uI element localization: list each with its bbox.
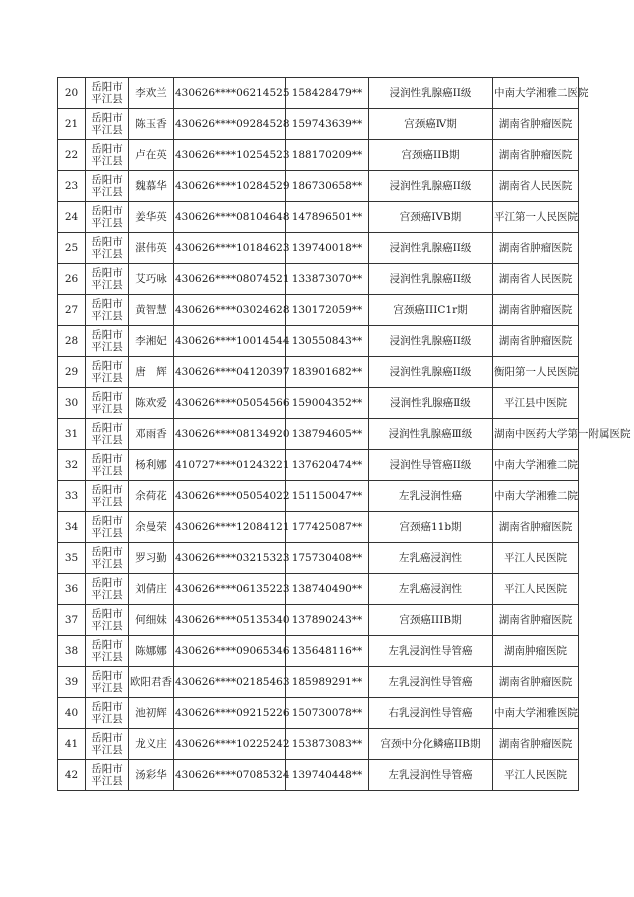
area-line: 岳阳市 bbox=[91, 763, 123, 775]
name-cell: 唐 辉 bbox=[129, 357, 174, 388]
phone-cell: 130550843** bbox=[286, 326, 369, 357]
diagnosis-cell: 浸润性乳腺癌II级 bbox=[369, 357, 493, 388]
id-number-cell: 430626****03024628 bbox=[174, 295, 286, 326]
name-cell: 陈欢爱 bbox=[129, 388, 174, 419]
diagnosis-cell: 宫颈中分化鳞癌IIB期 bbox=[369, 729, 493, 760]
phone-cell: 137620474** bbox=[286, 450, 369, 481]
diagnosis-cell: 右乳浸润性导管癌 bbox=[369, 698, 493, 729]
name-cell: 刘倩庄 bbox=[129, 574, 174, 605]
phone-cell: 188170209** bbox=[286, 140, 369, 171]
area-cell bbox=[86, 760, 129, 791]
area-cell bbox=[86, 667, 129, 698]
roster-body bbox=[58, 78, 631, 791]
diagnosis-cell: 浸润性乳腺癌Ⅱ级 bbox=[369, 388, 493, 419]
name-cell: 何细妹 bbox=[129, 605, 174, 636]
row-number-cell: 41 bbox=[58, 729, 86, 760]
id-number-cell: 430626****10284529 bbox=[174, 171, 286, 202]
area-cell bbox=[86, 605, 129, 636]
name-cell: 欧阳君香 bbox=[129, 667, 174, 698]
area-cell bbox=[86, 264, 129, 295]
table-row bbox=[58, 667, 579, 698]
table-row bbox=[58, 264, 579, 295]
id-number-cell: 430626****10225242 bbox=[174, 729, 286, 760]
hospital-cell: 湖南省人民医院 bbox=[493, 264, 579, 295]
row-number-cell: 24 bbox=[58, 202, 86, 233]
area-cell bbox=[86, 233, 129, 264]
area-line: 平江县 bbox=[91, 589, 123, 601]
area-line: 岳阳市 bbox=[91, 205, 123, 217]
phone-cell: 150730078** bbox=[286, 698, 369, 729]
phone-cell: 133873070** bbox=[286, 264, 369, 295]
area-line: 岳阳市 bbox=[91, 329, 123, 341]
area-line: 岳阳市 bbox=[91, 267, 123, 279]
area-line: 岳阳市 bbox=[91, 484, 123, 496]
phone-cell: 186730658** bbox=[286, 171, 369, 202]
id-number-cell: 430626****07085324 bbox=[174, 760, 286, 791]
diagnosis-cell: 左乳癌浸润性 bbox=[369, 574, 493, 605]
area-line: 岳阳市 bbox=[91, 453, 123, 465]
area-line: 平江县 bbox=[91, 186, 123, 198]
name-cell: 汤彩华 bbox=[129, 760, 174, 791]
phone-cell: 139740448** bbox=[286, 760, 369, 791]
diagnosis-cell: 宫颈癌IIIC1r期 bbox=[369, 295, 493, 326]
area-line: 平江县 bbox=[91, 155, 123, 167]
row-number-cell: 33 bbox=[58, 481, 86, 512]
name-cell: 池初辉 bbox=[129, 698, 174, 729]
area-cell bbox=[86, 171, 129, 202]
area-line: 平江县 bbox=[91, 248, 123, 260]
name-cell: 陈玉香 bbox=[129, 109, 174, 140]
phone-cell: 151150047** bbox=[286, 481, 369, 512]
name-cell: 卢在英 bbox=[129, 140, 174, 171]
area-line: 岳阳市 bbox=[91, 112, 123, 124]
phone-cell: 137890243** bbox=[286, 605, 369, 636]
id-number-cell: 430626****09065346 bbox=[174, 636, 286, 667]
area-line: 平江县 bbox=[91, 93, 123, 105]
id-number-cell: 430626****03215323 bbox=[174, 543, 286, 574]
hospital-cell: 湖南省肿瘤医院 bbox=[493, 729, 579, 760]
area-cell bbox=[86, 419, 129, 450]
phone-cell: 183901682** bbox=[286, 357, 369, 388]
hospital-cell: 平江人民医院 bbox=[493, 760, 579, 791]
id-number-cell: 410727****01243221 bbox=[174, 450, 286, 481]
area-cell bbox=[86, 202, 129, 233]
id-number-cell: 430626****02185463 bbox=[174, 667, 286, 698]
table-row bbox=[58, 760, 579, 791]
id-number-cell: 430626****09215226 bbox=[174, 698, 286, 729]
id-number-cell: 430626****05054022 bbox=[174, 481, 286, 512]
diagnosis-cell: 浸润性乳腺癌II级 bbox=[369, 264, 493, 295]
diagnosis-cell: 浸润性乳腺癌II级 bbox=[369, 78, 493, 109]
area-cell bbox=[86, 574, 129, 605]
area-cell bbox=[86, 636, 129, 667]
id-number-cell: 430626****04120397 bbox=[174, 357, 286, 388]
hospital-cell: 湖南省肿瘤医院 bbox=[493, 140, 579, 171]
area-line: 平江县 bbox=[91, 124, 123, 136]
area-line: 平江县 bbox=[91, 682, 123, 694]
table-row bbox=[58, 171, 579, 202]
area-cell bbox=[86, 481, 129, 512]
hospital-cell: 湖南省肿瘤医院 bbox=[493, 605, 579, 636]
row-number-cell: 39 bbox=[58, 667, 86, 698]
phone-cell: 135648116** bbox=[286, 636, 369, 667]
hospital-cell: 平江第一人民医院 bbox=[493, 202, 579, 233]
table-row bbox=[58, 698, 579, 729]
area-cell bbox=[86, 295, 129, 326]
hospital-cell: 中南大学湘雅二医院 bbox=[493, 78, 579, 109]
table-row bbox=[58, 295, 579, 326]
hospital-cell: 中南大学湘雅二院 bbox=[493, 481, 579, 512]
row-number-cell: 29 bbox=[58, 357, 86, 388]
hospital-cell: 湖南省人民医院 bbox=[493, 171, 579, 202]
id-number-cell: 430626****08134920 bbox=[174, 419, 286, 450]
hospital-cell: 中南大学湘雅二院 bbox=[493, 450, 579, 481]
name-cell: 湛伟英 bbox=[129, 233, 174, 264]
name-cell: 杨利娜 bbox=[129, 450, 174, 481]
area-line: 岳阳市 bbox=[91, 546, 123, 558]
table-row bbox=[58, 140, 579, 171]
name-cell: 黄智慧 bbox=[129, 295, 174, 326]
row-number-cell: 35 bbox=[58, 543, 86, 574]
id-number-cell: 430626****08104648 bbox=[174, 202, 286, 233]
id-number-cell: 430626****09284528 bbox=[174, 109, 286, 140]
phone-cell: 159743639** bbox=[286, 109, 369, 140]
id-number-cell: 430626****12084121 bbox=[174, 512, 286, 543]
hospital-cell: 平江人民医院 bbox=[493, 574, 579, 605]
name-cell: 艾巧咏 bbox=[129, 264, 174, 295]
area-cell bbox=[86, 140, 129, 171]
area-line: 岳阳市 bbox=[91, 174, 123, 186]
area-line: 岳阳市 bbox=[91, 608, 123, 620]
area-line: 平江县 bbox=[91, 496, 123, 508]
phone-cell: 159004352** bbox=[286, 388, 369, 419]
table-row bbox=[58, 512, 579, 543]
area-line: 平江县 bbox=[91, 403, 123, 415]
phone-cell: 175730408** bbox=[286, 543, 369, 574]
diagnosis-cell: 浸润性乳腺癌II级 bbox=[369, 233, 493, 264]
row-number-cell: 34 bbox=[58, 512, 86, 543]
area-cell bbox=[86, 388, 129, 419]
table-row bbox=[58, 543, 579, 574]
diagnosis-cell: 浸润性乳腺癌Ⅲ级 bbox=[369, 419, 493, 450]
id-number-cell: 430626****08074521 bbox=[174, 264, 286, 295]
area-line: 平江县 bbox=[91, 744, 123, 756]
area-line: 岳阳市 bbox=[91, 360, 123, 372]
table-row bbox=[58, 574, 579, 605]
document-page bbox=[57, 77, 631, 791]
area-line: 岳阳市 bbox=[91, 81, 123, 93]
row-number-cell: 40 bbox=[58, 698, 86, 729]
area-line: 岳阳市 bbox=[91, 515, 123, 527]
hospital-cell: 中南大学湘雅医院 bbox=[493, 698, 579, 729]
phone-cell: 138794605** bbox=[286, 419, 369, 450]
diagnosis-cell: 左乳浸润性导管癌 bbox=[369, 667, 493, 698]
row-number-cell: 28 bbox=[58, 326, 86, 357]
area-line: 岳阳市 bbox=[91, 143, 123, 155]
name-cell: 邓雨香 bbox=[129, 419, 174, 450]
diagnosis-cell: 浸润性乳腺癌II级 bbox=[369, 326, 493, 357]
id-number-cell: 430626****05135340 bbox=[174, 605, 286, 636]
id-number-cell: 430626****10014544 bbox=[174, 326, 286, 357]
area-line: 岳阳市 bbox=[91, 670, 123, 682]
id-number-cell: 430626****10184623 bbox=[174, 233, 286, 264]
hospital-cell: 湖南省肿瘤医院 bbox=[493, 667, 579, 698]
hospital-cell: 衡阳第一人民医院 bbox=[493, 357, 579, 388]
phone-cell: 147896501** bbox=[286, 202, 369, 233]
area-line: 平江县 bbox=[91, 372, 123, 384]
area-line: 平江县 bbox=[91, 775, 123, 787]
hospital-cell: 湖南省肿瘤医院 bbox=[493, 233, 579, 264]
area-line: 平江县 bbox=[91, 651, 123, 663]
row-number-cell: 22 bbox=[58, 140, 86, 171]
table-row bbox=[58, 450, 579, 481]
phone-cell: 130172059** bbox=[286, 295, 369, 326]
diagnosis-cell: 左乳浸润性导管癌 bbox=[369, 636, 493, 667]
table-row bbox=[58, 233, 579, 264]
id-number-cell: 430626****06214525 bbox=[174, 78, 286, 109]
row-number-cell: 42 bbox=[58, 760, 86, 791]
phone-cell: 177425087** bbox=[286, 512, 369, 543]
name-cell: 姜华英 bbox=[129, 202, 174, 233]
diagnosis-cell: 宫颈癌Ⅳ期 bbox=[369, 109, 493, 140]
name-cell: 余曼荣 bbox=[129, 512, 174, 543]
area-line: 平江县 bbox=[91, 310, 123, 322]
hospital-cell: 湖南肿瘤医院 bbox=[493, 636, 579, 667]
area-line: 平江县 bbox=[91, 713, 123, 725]
area-line: 平江县 bbox=[91, 465, 123, 477]
area-cell bbox=[86, 698, 129, 729]
area-cell bbox=[86, 450, 129, 481]
row-number-cell: 20 bbox=[58, 78, 86, 109]
area-line: 平江县 bbox=[91, 434, 123, 446]
row-number-cell: 21 bbox=[58, 109, 86, 140]
diagnosis-cell: 浸润性导管癌II级 bbox=[369, 450, 493, 481]
table-row bbox=[58, 202, 579, 233]
id-number-cell: 430626****06135223 bbox=[174, 574, 286, 605]
area-line: 岳阳市 bbox=[91, 639, 123, 651]
row-number-cell: 32 bbox=[58, 450, 86, 481]
id-number-cell: 430626****05054566 bbox=[174, 388, 286, 419]
area-line: 平江县 bbox=[91, 620, 123, 632]
diagnosis-cell: 宫颈癌IIIB期 bbox=[369, 605, 493, 636]
table-row bbox=[58, 605, 579, 636]
table-row bbox=[58, 357, 579, 388]
table-row bbox=[58, 636, 579, 667]
area-cell bbox=[86, 326, 129, 357]
area-line: 岳阳市 bbox=[91, 732, 123, 744]
row-number-cell: 38 bbox=[58, 636, 86, 667]
diagnosis-cell: 左乳浸润性导管癌 bbox=[369, 760, 493, 791]
diagnosis-cell: 宫颈癌11b期 bbox=[369, 512, 493, 543]
diagnosis-cell: 浸润性乳腺癌II级 bbox=[369, 171, 493, 202]
diagnosis-cell: 宫颈癌IIB期 bbox=[369, 140, 493, 171]
hospital-cell: 湖南省肿瘤医院 bbox=[493, 295, 579, 326]
hospital-cell: 湖南省肿瘤医院 bbox=[493, 326, 579, 357]
phone-cell: 153873083** bbox=[286, 729, 369, 760]
row-number-cell: 31 bbox=[58, 419, 86, 450]
hospital-cell: 湖南省肿瘤医院 bbox=[493, 512, 579, 543]
area-line: 岳阳市 bbox=[91, 422, 123, 434]
phone-cell: 138740490** bbox=[286, 574, 369, 605]
hospital-cell: 湖南省肿瘤医院 bbox=[493, 109, 579, 140]
name-cell: 余荷花 bbox=[129, 481, 174, 512]
area-cell bbox=[86, 357, 129, 388]
area-line: 岳阳市 bbox=[91, 236, 123, 248]
phone-cell: 158428479** bbox=[286, 78, 369, 109]
name-cell: 龙义庄 bbox=[129, 729, 174, 760]
table-row bbox=[58, 78, 579, 109]
area-line: 岳阳市 bbox=[91, 577, 123, 589]
area-line: 平江县 bbox=[91, 558, 123, 570]
area-line: 平江县 bbox=[91, 341, 123, 353]
area-cell bbox=[86, 512, 129, 543]
table-row bbox=[58, 388, 579, 419]
row-number-cell: 26 bbox=[58, 264, 86, 295]
area-cell bbox=[86, 729, 129, 760]
table-row bbox=[58, 109, 579, 140]
name-cell: 魏慕华 bbox=[129, 171, 174, 202]
area-line: 岳阳市 bbox=[91, 298, 123, 310]
diagnosis-cell: 左乳癌浸润性 bbox=[369, 543, 493, 574]
hospital-cell: 平江人民医院 bbox=[493, 543, 579, 574]
row-number-cell: 25 bbox=[58, 233, 86, 264]
area-line: 平江县 bbox=[91, 217, 123, 229]
name-cell: 陈娜娜 bbox=[129, 636, 174, 667]
phone-cell: 185989291** bbox=[286, 667, 369, 698]
area-line: 平江县 bbox=[91, 279, 123, 291]
name-cell: 罗习勤 bbox=[129, 543, 174, 574]
row-number-cell: 37 bbox=[58, 605, 86, 636]
table-row bbox=[58, 481, 579, 512]
area-line: 平江县 bbox=[91, 527, 123, 539]
area-line: 岳阳市 bbox=[91, 391, 123, 403]
area-cell bbox=[86, 543, 129, 574]
diagnosis-cell: 宫颈癌IVB期 bbox=[369, 202, 493, 233]
name-cell: 李湘妃 bbox=[129, 326, 174, 357]
area-cell bbox=[86, 109, 129, 140]
row-number-cell: 36 bbox=[58, 574, 86, 605]
table-row bbox=[58, 729, 579, 760]
table-row bbox=[58, 326, 579, 357]
hospital-cell: 湖南中医药大学第一附属医院 bbox=[493, 419, 579, 450]
area-cell bbox=[86, 78, 129, 109]
id-number-cell: 430626****10254523 bbox=[174, 140, 286, 171]
diagnosis-cell: 左乳浸润性癌 bbox=[369, 481, 493, 512]
hospital-cell: 平江县中医院 bbox=[493, 388, 579, 419]
row-number-cell: 23 bbox=[58, 171, 86, 202]
area-line: 岳阳市 bbox=[91, 701, 123, 713]
patient-roster-table bbox=[57, 77, 631, 791]
table-row bbox=[58, 419, 579, 450]
row-number-cell: 27 bbox=[58, 295, 86, 326]
row-number-cell: 30 bbox=[58, 388, 86, 419]
name-cell: 李欢兰 bbox=[129, 78, 174, 109]
phone-cell: 139740018** bbox=[286, 233, 369, 264]
